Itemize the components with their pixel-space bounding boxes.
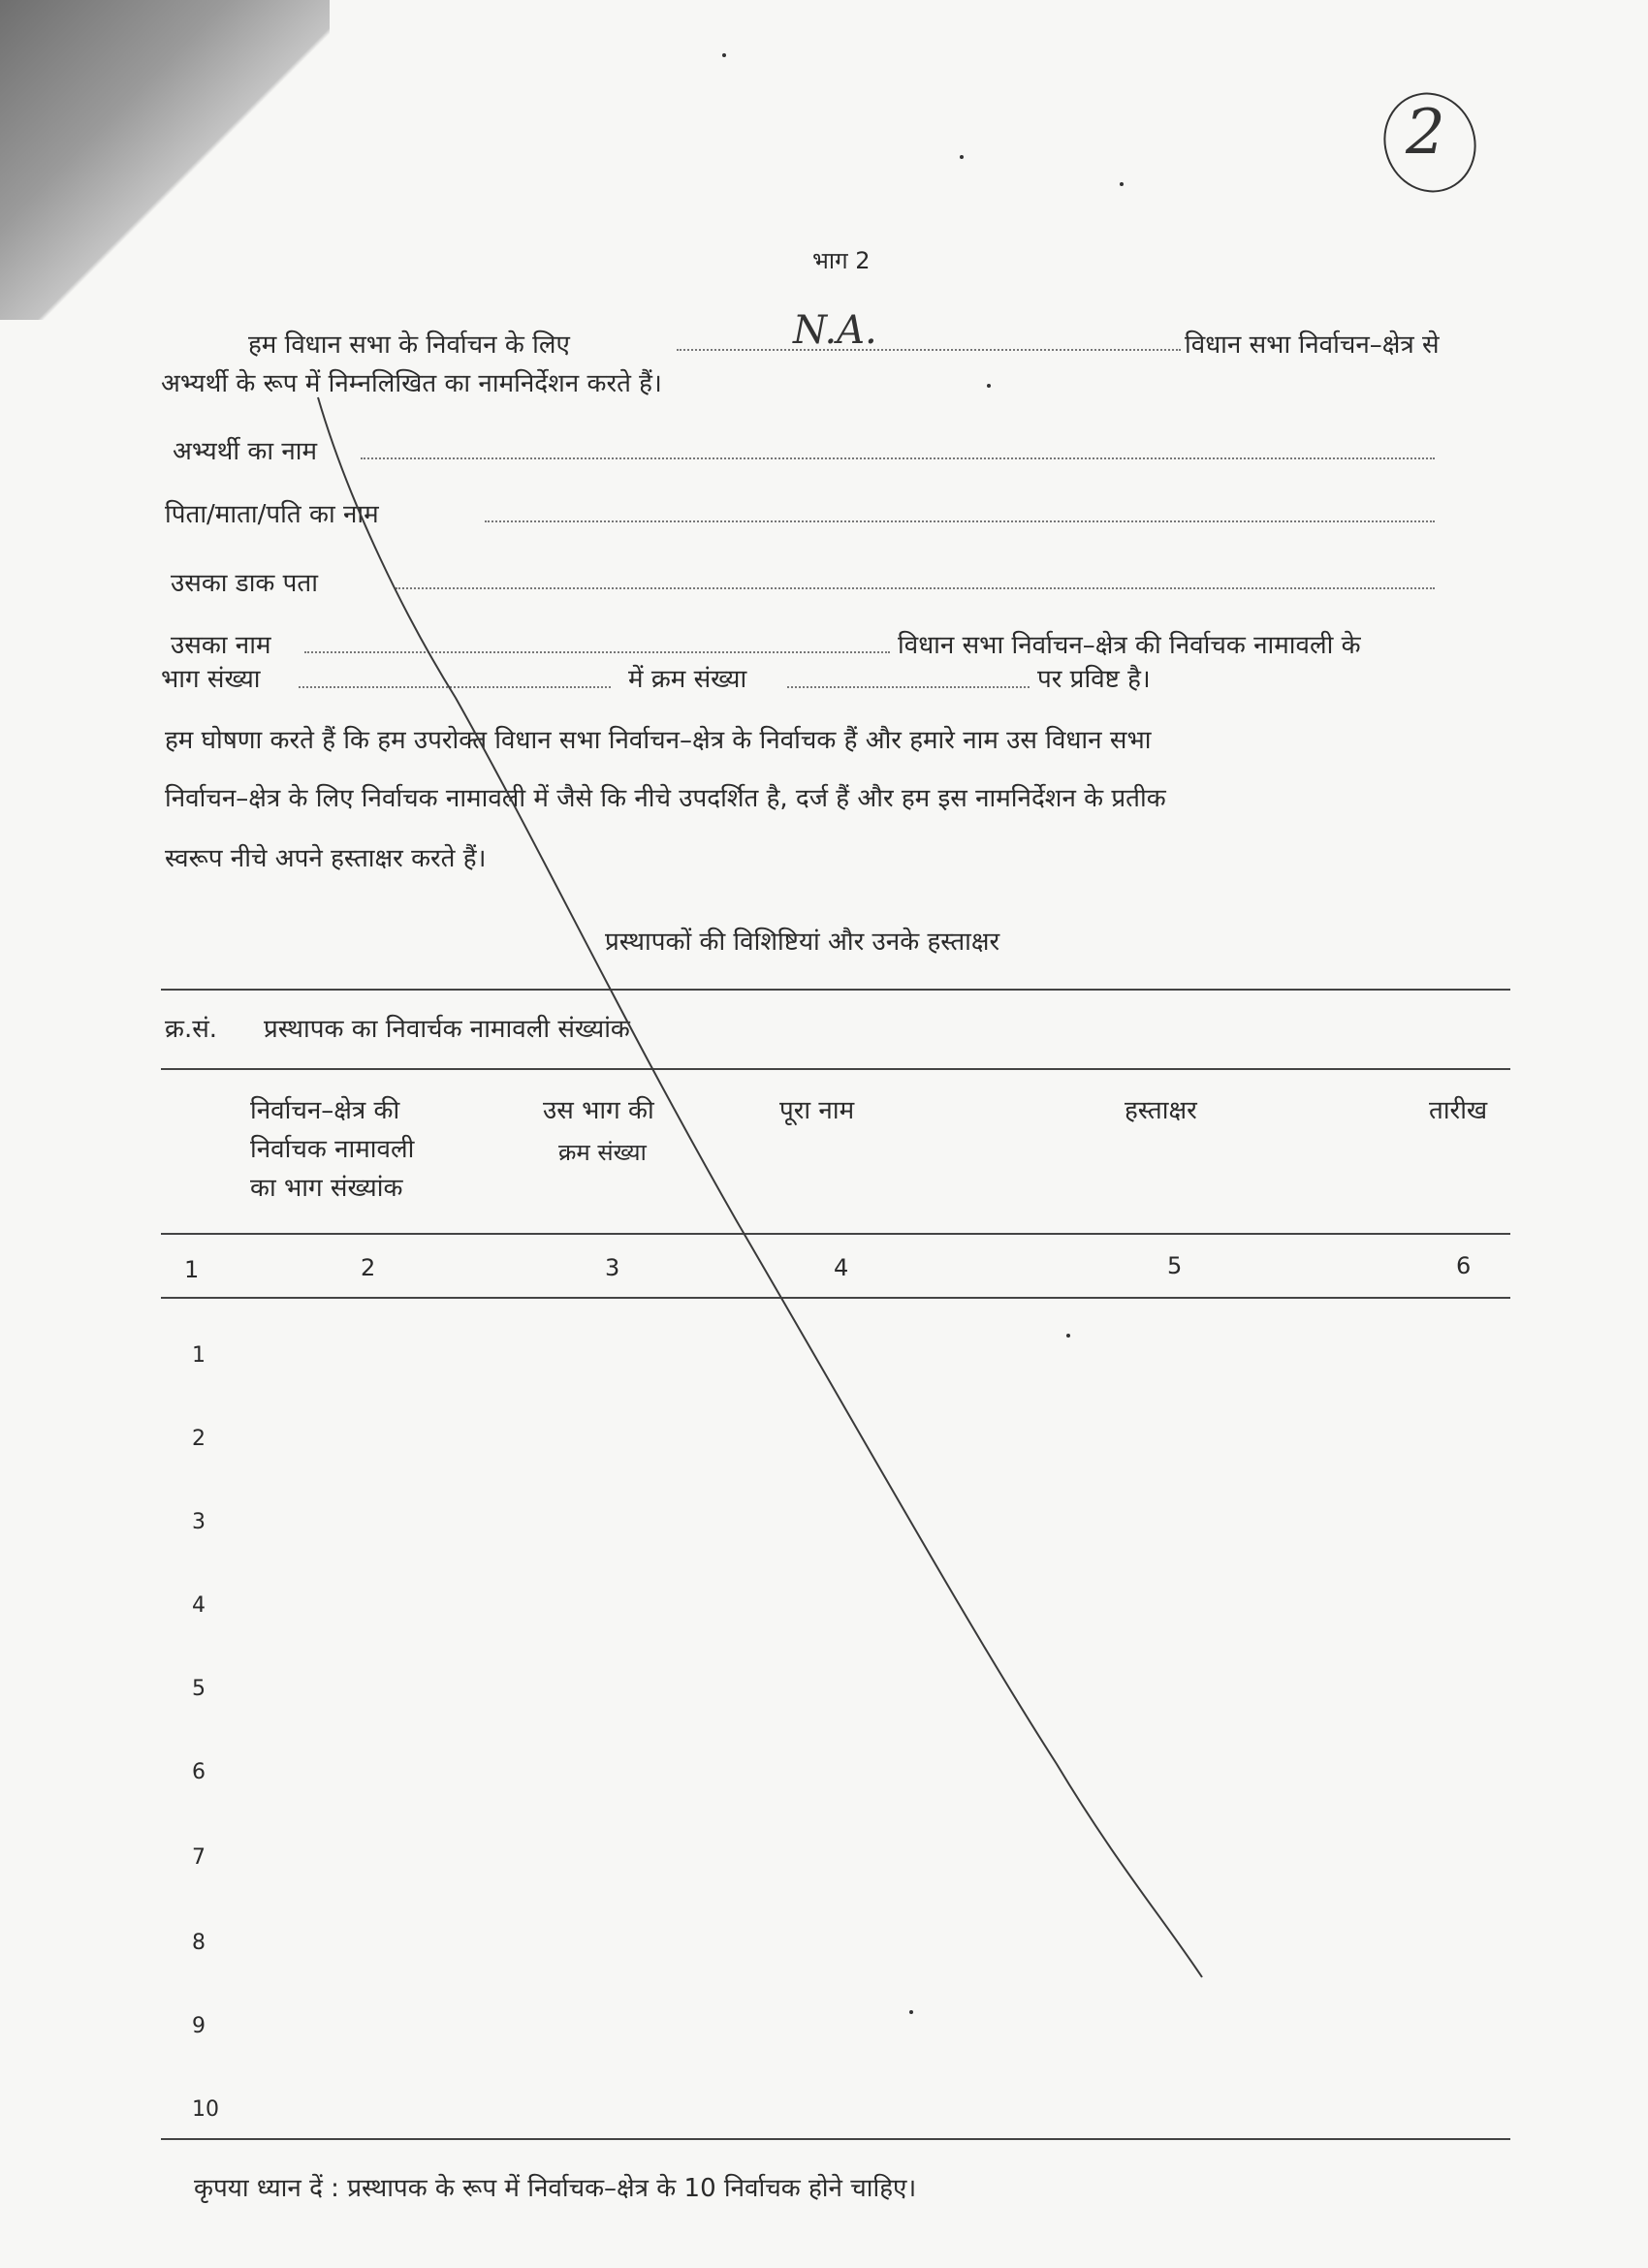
intro-line2: अभ्यर्थी के रूप में निम्नलिखित का नामनिर्देशन करते हैं। — [161, 369, 662, 398]
speck — [1120, 182, 1124, 186]
candidate-name-label: अभ्यर्थी का नाम — [173, 437, 318, 466]
declaration-line3: स्वरूप नीचे अपने हस्ताक्षर करते हैं। — [165, 844, 487, 873]
col6-header: तारीख — [1429, 1096, 1488, 1125]
table-row: 1 — [192, 1343, 206, 1368]
table-row: 2 — [192, 1427, 206, 1451]
col2-line3: का भाग संख्यांक — [250, 1174, 403, 1203]
declaration-line1: हम घोषणा करते हैं कि हम उपरोक्त विधान सभा निर्वाचन–क्षेत्र के निर्वाचक हैं और हमारे नाम उस विधान सभा — [165, 726, 1152, 755]
handwritten-constituency: N.A. — [793, 308, 877, 353]
speck — [1066, 1334, 1070, 1338]
roll-text: विधान सभा निर्वाचन–क्षेत्र की निर्वाचक नामावली के — [898, 631, 1361, 660]
col3-line1: उस भाग की — [543, 1096, 654, 1125]
entered-text: पर प्रविष्ट है। — [1037, 665, 1151, 694]
col3-line2: क्रम संख्या — [558, 1139, 647, 1166]
intro-line1-a: हम विधान सभा के निर्वाचन के लिए — [248, 331, 570, 360]
col-number: 3 — [605, 1254, 620, 1281]
col4-header: पूरा नाम — [779, 1096, 855, 1125]
intro-line1-b: विधान सभा निर्वाचन–क्षेत्र से — [1185, 331, 1440, 360]
table-row: 6 — [192, 1760, 206, 1784]
col-number: 2 — [361, 1254, 376, 1281]
speck — [909, 2010, 913, 2014]
table-row: 8 — [192, 1931, 206, 1955]
speck — [987, 384, 991, 388]
elector-name-label: उसका नाम — [171, 631, 271, 660]
footer-note: कृपया ध्यान दें : प्रस्थापक के रूप में निर्वाचक–क्षेत्र के 10 निर्वाचक होने चाहिए। — [194, 2174, 917, 2203]
col-number: 4 — [834, 1254, 849, 1281]
col-number: 6 — [1456, 1252, 1472, 1279]
table-row: 5 — [192, 1677, 206, 1701]
table-title: प्रस्थापकों की विशिष्टियां और उनके हस्ताक्षर — [605, 928, 1000, 957]
table-row: 4 — [192, 1593, 206, 1618]
col-serial-label: क्र.सं. — [165, 1015, 218, 1044]
group-label: प्रस्थापक का निवार्चक नामावली संख्यांक — [264, 1015, 630, 1044]
col2-line2: निर्वाचक नामावली — [250, 1135, 415, 1164]
col-number: 1 — [184, 1256, 200, 1283]
col2-line1: निर्वाचन–क्षेत्र की — [250, 1096, 400, 1125]
part-no-label: भाग संख्या — [161, 665, 261, 694]
table-row: 7 — [192, 1845, 206, 1870]
postal-address-label: उसका डाक पता — [171, 569, 318, 598]
col5-header: हस्ताक्षर — [1125, 1096, 1197, 1125]
declaration-line2: निर्वाचन–क्षेत्र के लिए निर्वाचक नामावली में जैसे कि नीचे उपदर्शित है, दर्ज हैं और हम इस नामनिर्देशन के प्रतीक — [165, 784, 1166, 813]
speck — [960, 155, 964, 159]
part-heading: भाग 2 — [812, 247, 871, 274]
speck — [722, 53, 726, 57]
table-row: 3 — [192, 1510, 206, 1534]
table-row: 9 — [192, 2014, 206, 2038]
table-row: 10 — [192, 2097, 219, 2122]
parent-name-label: पिता/माता/पति का नाम — [165, 500, 379, 529]
col-number: 5 — [1167, 1252, 1183, 1279]
page-number-annotation: 2 — [1406, 97, 1445, 169]
serial-no-label: में क्रम संख्या — [628, 665, 747, 694]
